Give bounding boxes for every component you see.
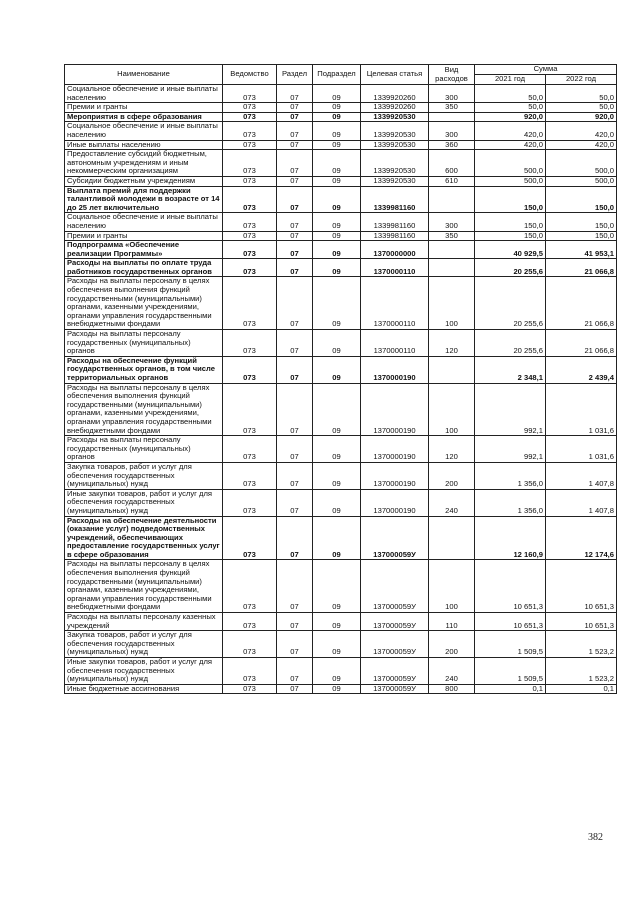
cell-v2021: 1 509,5 bbox=[475, 658, 546, 685]
cell-sec: 07 bbox=[277, 122, 313, 140]
cell-sub: 09 bbox=[313, 259, 361, 277]
cell-v2021: 920,0 bbox=[475, 112, 546, 122]
cell-kind bbox=[429, 516, 475, 560]
table-body bbox=[65, 85, 617, 694]
cell-dept: 073 bbox=[223, 516, 277, 560]
cell-sec: 07 bbox=[277, 112, 313, 122]
cell-kind: 360 bbox=[429, 140, 475, 150]
table-row bbox=[65, 186, 617, 213]
cell-target: 137000059У bbox=[361, 658, 429, 685]
cell-name: Иные бюджетные ассигнования bbox=[65, 684, 223, 694]
cell-dept: 073 bbox=[223, 140, 277, 150]
table-row bbox=[65, 176, 617, 186]
cell-dept: 073 bbox=[223, 631, 277, 658]
cell-sec: 07 bbox=[277, 658, 313, 685]
table-row bbox=[65, 122, 617, 140]
cell-target: 1339920530 bbox=[361, 122, 429, 140]
cell-v2021: 500,0 bbox=[475, 150, 546, 177]
header-kind: Вид расходов bbox=[429, 65, 475, 85]
cell-kind: 800 bbox=[429, 684, 475, 694]
cell-sec: 07 bbox=[277, 213, 313, 231]
cell-dept: 073 bbox=[223, 241, 277, 259]
cell-v2021: 1 356,0 bbox=[475, 489, 546, 516]
cell-v2021: 420,0 bbox=[475, 122, 546, 140]
cell-kind bbox=[429, 259, 475, 277]
cell-kind bbox=[429, 356, 475, 383]
cell-sub: 09 bbox=[313, 231, 361, 241]
cell-v2021: 2 348,1 bbox=[475, 356, 546, 383]
cell-target: 1339981160 bbox=[361, 186, 429, 213]
cell-kind: 350 bbox=[429, 103, 475, 113]
cell-name: Расходы на выплаты персоналу в целях обеспечения выполнения функций государственными (муниципальными) органами, казенными учреждениями, органами управления государственными внебюджетными фондами bbox=[65, 277, 223, 330]
cell-v2021: 20 255,6 bbox=[475, 330, 546, 357]
cell-kind: 200 bbox=[429, 462, 475, 489]
cell-target: 1339981160 bbox=[361, 213, 429, 231]
cell-sec: 07 bbox=[277, 85, 313, 103]
cell-kind bbox=[429, 241, 475, 259]
cell-target: 1370000190 bbox=[361, 356, 429, 383]
cell-sec: 07 bbox=[277, 241, 313, 259]
table-row bbox=[65, 277, 617, 330]
cell-sub: 09 bbox=[313, 122, 361, 140]
cell-sec: 07 bbox=[277, 140, 313, 150]
cell-dept: 073 bbox=[223, 186, 277, 213]
cell-target: 1339920530 bbox=[361, 140, 429, 150]
cell-name: Расходы на выплаты персоналу государственных (муниципальных) органов bbox=[65, 436, 223, 463]
cell-sub: 09 bbox=[313, 560, 361, 613]
cell-name: Иные выплаты населению bbox=[65, 140, 223, 150]
cell-v2022: 1 523,2 bbox=[546, 631, 617, 658]
cell-name: Расходы на выплаты по оплате труда работников государственных органов bbox=[65, 259, 223, 277]
cell-name: Субсидии бюджетным учреждениям bbox=[65, 176, 223, 186]
header-name: Наименование bbox=[65, 65, 223, 85]
cell-v2021: 10 651,3 bbox=[475, 613, 546, 631]
cell-v2021: 1 356,0 bbox=[475, 462, 546, 489]
cell-v2022: 920,0 bbox=[546, 112, 617, 122]
cell-dept: 073 bbox=[223, 330, 277, 357]
table-row bbox=[65, 383, 617, 436]
table-row bbox=[65, 489, 617, 516]
cell-name: Расходы на выплаты персоналу в целях обеспечения выполнения функций государственными (муниципальными) органами, казенными учреждениями, органами управления государственными внебюджетными фондами bbox=[65, 560, 223, 613]
header-dept: Ведомство bbox=[223, 65, 277, 85]
cell-v2021: 500,0 bbox=[475, 176, 546, 186]
header-subsection: Подраздел bbox=[313, 65, 361, 85]
header-section: Раздел bbox=[277, 65, 313, 85]
cell-v2022: 150,0 bbox=[546, 186, 617, 213]
cell-dept: 073 bbox=[223, 489, 277, 516]
header-year-2022: 2022 год bbox=[546, 75, 617, 85]
cell-v2022: 41 953,1 bbox=[546, 241, 617, 259]
cell-target: 137000059У bbox=[361, 613, 429, 631]
cell-sec: 07 bbox=[277, 356, 313, 383]
cell-kind: 610 bbox=[429, 176, 475, 186]
cell-sub: 09 bbox=[313, 140, 361, 150]
header-year-2021: 2021 год bbox=[475, 75, 546, 85]
cell-sec: 07 bbox=[277, 462, 313, 489]
cell-dept: 073 bbox=[223, 658, 277, 685]
cell-target: 1339981160 bbox=[361, 231, 429, 241]
cell-kind: 120 bbox=[429, 330, 475, 357]
cell-v2021: 150,0 bbox=[475, 231, 546, 241]
cell-kind: 120 bbox=[429, 436, 475, 463]
cell-sub: 09 bbox=[313, 277, 361, 330]
cell-sec: 07 bbox=[277, 176, 313, 186]
cell-v2022: 50,0 bbox=[546, 103, 617, 113]
cell-v2022: 1 407,8 bbox=[546, 462, 617, 489]
cell-kind: 300 bbox=[429, 213, 475, 231]
cell-dept: 073 bbox=[223, 122, 277, 140]
table-row bbox=[65, 85, 617, 103]
cell-sec: 07 bbox=[277, 150, 313, 177]
table-row bbox=[65, 631, 617, 658]
table-row bbox=[65, 613, 617, 631]
cell-v2022: 1 031,6 bbox=[546, 436, 617, 463]
cell-name: Закупка товаров, работ и услуг для обеспечения государственных (муниципальных) нужд bbox=[65, 462, 223, 489]
cell-target: 1339920530 bbox=[361, 176, 429, 186]
cell-sec: 07 bbox=[277, 103, 313, 113]
cell-name: Социальное обеспечение и иные выплаты населению bbox=[65, 213, 223, 231]
cell-v2021: 50,0 bbox=[475, 103, 546, 113]
cell-dept: 073 bbox=[223, 259, 277, 277]
cell-kind: 240 bbox=[429, 658, 475, 685]
table-row bbox=[65, 213, 617, 231]
cell-dept: 073 bbox=[223, 85, 277, 103]
cell-v2022: 150,0 bbox=[546, 213, 617, 231]
cell-sec: 07 bbox=[277, 489, 313, 516]
page-number: 382 bbox=[588, 832, 603, 843]
cell-dept: 073 bbox=[223, 613, 277, 631]
cell-sec: 07 bbox=[277, 516, 313, 560]
cell-kind: 600 bbox=[429, 150, 475, 177]
cell-v2021: 992,1 bbox=[475, 383, 546, 436]
cell-target: 1370000110 bbox=[361, 259, 429, 277]
cell-target: 1370000000 bbox=[361, 241, 429, 259]
cell-name: Выплата премий для поддержки талантливой молодежи в возрасте от 14 до 25 лет включительно bbox=[65, 186, 223, 213]
cell-v2021: 50,0 bbox=[475, 85, 546, 103]
header-target: Целевая статья bbox=[361, 65, 429, 85]
table-row bbox=[65, 150, 617, 177]
cell-sec: 07 bbox=[277, 231, 313, 241]
cell-sub: 09 bbox=[313, 631, 361, 658]
cell-v2022: 50,0 bbox=[546, 85, 617, 103]
cell-kind: 300 bbox=[429, 85, 475, 103]
cell-v2021: 150,0 bbox=[475, 186, 546, 213]
cell-sec: 07 bbox=[277, 259, 313, 277]
cell-sec: 07 bbox=[277, 330, 313, 357]
cell-sub: 09 bbox=[313, 330, 361, 357]
table-row bbox=[65, 241, 617, 259]
cell-v2021: 150,0 bbox=[475, 213, 546, 231]
cell-name: Иные закупки товаров, работ и услуг для обеспечения государственных (муниципальных) нужд bbox=[65, 658, 223, 685]
cell-v2022: 0,1 bbox=[546, 684, 617, 694]
cell-v2022: 21 066,8 bbox=[546, 277, 617, 330]
cell-sub: 09 bbox=[313, 213, 361, 231]
cell-dept: 073 bbox=[223, 213, 277, 231]
cell-sec: 07 bbox=[277, 277, 313, 330]
cell-v2022: 1 407,8 bbox=[546, 489, 617, 516]
cell-dept: 073 bbox=[223, 436, 277, 463]
cell-sub: 09 bbox=[313, 436, 361, 463]
cell-name: Социальное обеспечение и иные выплаты населению bbox=[65, 122, 223, 140]
cell-v2022: 150,0 bbox=[546, 231, 617, 241]
cell-kind: 200 bbox=[429, 631, 475, 658]
cell-v2021: 1 509,5 bbox=[475, 631, 546, 658]
cell-name: Закупка товаров, работ и услуг для обеспечения государственных (муниципальных) нужд bbox=[65, 631, 223, 658]
cell-sec: 07 bbox=[277, 186, 313, 213]
cell-target: 1339920530 bbox=[361, 150, 429, 177]
cell-v2022: 1 031,6 bbox=[546, 383, 617, 436]
cell-sub: 09 bbox=[313, 176, 361, 186]
cell-sub: 09 bbox=[313, 186, 361, 213]
cell-v2022: 500,0 bbox=[546, 150, 617, 177]
cell-v2022: 10 651,3 bbox=[546, 613, 617, 631]
table-row bbox=[65, 684, 617, 694]
cell-sec: 07 bbox=[277, 436, 313, 463]
cell-name: Расходы на обеспечение деятельности (оказание услуг) подведомственных учреждений, обеспечивающих предоставление государственных услуг в сфере образования bbox=[65, 516, 223, 560]
cell-target: 1370000190 bbox=[361, 383, 429, 436]
cell-name: Расходы на выплаты персоналу государственных (муниципальных) органов bbox=[65, 330, 223, 357]
cell-v2021: 0,1 bbox=[475, 684, 546, 694]
cell-sub: 09 bbox=[313, 658, 361, 685]
cell-name: Предоставление субсидий бюджетным, автономным учреждениям и иным некоммерческим организациям bbox=[65, 150, 223, 177]
cell-v2022: 420,0 bbox=[546, 122, 617, 140]
cell-name: Социальное обеспечение и иные выплаты населению bbox=[65, 85, 223, 103]
cell-v2021: 12 160,9 bbox=[475, 516, 546, 560]
cell-name: Премии и гранты bbox=[65, 103, 223, 113]
cell-target: 1370000190 bbox=[361, 436, 429, 463]
cell-dept: 073 bbox=[223, 560, 277, 613]
cell-v2022: 1 523,2 bbox=[546, 658, 617, 685]
cell-v2021: 992,1 bbox=[475, 436, 546, 463]
cell-sub: 09 bbox=[313, 383, 361, 436]
table-row bbox=[65, 560, 617, 613]
cell-dept: 073 bbox=[223, 112, 277, 122]
cell-target: 137000059У bbox=[361, 631, 429, 658]
cell-v2022: 21 066,8 bbox=[546, 330, 617, 357]
cell-target: 1339920260 bbox=[361, 85, 429, 103]
cell-target: 1339920530 bbox=[361, 112, 429, 122]
table-row bbox=[65, 436, 617, 463]
cell-v2022: 2 439,4 bbox=[546, 356, 617, 383]
cell-target: 137000059У bbox=[361, 684, 429, 694]
cell-kind: 350 bbox=[429, 231, 475, 241]
cell-v2021: 420,0 bbox=[475, 140, 546, 150]
cell-sec: 07 bbox=[277, 631, 313, 658]
header-sum: Сумма bbox=[475, 65, 617, 75]
cell-v2021: 10 651,3 bbox=[475, 560, 546, 613]
cell-target: 137000059У bbox=[361, 560, 429, 613]
cell-sub: 09 bbox=[313, 684, 361, 694]
cell-v2022: 10 651,3 bbox=[546, 560, 617, 613]
cell-dept: 073 bbox=[223, 277, 277, 330]
cell-name: Расходы на выплаты персоналу казенных учреждений bbox=[65, 613, 223, 631]
cell-dept: 073 bbox=[223, 356, 277, 383]
cell-kind: 100 bbox=[429, 277, 475, 330]
cell-sub: 09 bbox=[313, 150, 361, 177]
cell-sec: 07 bbox=[277, 613, 313, 631]
cell-sec: 07 bbox=[277, 684, 313, 694]
cell-target: 1370000190 bbox=[361, 489, 429, 516]
cell-kind: 300 bbox=[429, 122, 475, 140]
cell-name: Расходы на выплаты персоналу в целях обеспечения выполнения функций государственными (муниципальными) органами, казенными учреждениями, органами управления государственными внебюджетными фондами bbox=[65, 383, 223, 436]
cell-target: 1339920260 bbox=[361, 103, 429, 113]
cell-dept: 073 bbox=[223, 150, 277, 177]
cell-v2022: 420,0 bbox=[546, 140, 617, 150]
cell-sec: 07 bbox=[277, 560, 313, 613]
table-row bbox=[65, 330, 617, 357]
cell-sub: 09 bbox=[313, 516, 361, 560]
cell-v2021: 20 255,6 bbox=[475, 259, 546, 277]
cell-name: Премии и гранты bbox=[65, 231, 223, 241]
cell-kind: 110 bbox=[429, 613, 475, 631]
cell-v2022: 21 066,8 bbox=[546, 259, 617, 277]
cell-dept: 073 bbox=[223, 383, 277, 436]
cell-v2021: 20 255,6 bbox=[475, 277, 546, 330]
cell-sub: 09 bbox=[313, 489, 361, 516]
table-row bbox=[65, 516, 617, 560]
cell-kind bbox=[429, 186, 475, 213]
cell-name: Мероприятия в сфере образования bbox=[65, 112, 223, 122]
table-row bbox=[65, 462, 617, 489]
cell-kind: 100 bbox=[429, 560, 475, 613]
cell-target: 137000059У bbox=[361, 516, 429, 560]
cell-sub: 09 bbox=[313, 85, 361, 103]
cell-v2021: 40 929,5 bbox=[475, 241, 546, 259]
table-row bbox=[65, 259, 617, 277]
cell-name: Подпрограмма «Обеспечение реализации Программы» bbox=[65, 241, 223, 259]
cell-sub: 09 bbox=[313, 462, 361, 489]
cell-dept: 073 bbox=[223, 684, 277, 694]
cell-v2022: 500,0 bbox=[546, 176, 617, 186]
cell-target: 1370000110 bbox=[361, 277, 429, 330]
cell-target: 1370000110 bbox=[361, 330, 429, 357]
cell-v2022: 12 174,6 bbox=[546, 516, 617, 560]
cell-kind: 100 bbox=[429, 383, 475, 436]
budget-table bbox=[64, 64, 617, 694]
cell-kind: 240 bbox=[429, 489, 475, 516]
table-row bbox=[65, 658, 617, 685]
cell-kind bbox=[429, 112, 475, 122]
cell-dept: 073 bbox=[223, 103, 277, 113]
cell-dept: 073 bbox=[223, 176, 277, 186]
cell-name: Иные закупки товаров, работ и услуг для обеспечения государственных (муниципальных) нужд bbox=[65, 489, 223, 516]
cell-name: Расходы на обеспечение функций государственных органов, в том числе территориальных органов bbox=[65, 356, 223, 383]
cell-dept: 073 bbox=[223, 231, 277, 241]
cell-dept: 073 bbox=[223, 462, 277, 489]
table-row bbox=[65, 356, 617, 383]
cell-sub: 09 bbox=[313, 103, 361, 113]
cell-sub: 09 bbox=[313, 613, 361, 631]
table-row bbox=[65, 103, 617, 113]
cell-sub: 09 bbox=[313, 356, 361, 383]
cell-target: 1370000190 bbox=[361, 462, 429, 489]
cell-sub: 09 bbox=[313, 241, 361, 259]
cell-sec: 07 bbox=[277, 383, 313, 436]
cell-sub: 09 bbox=[313, 112, 361, 122]
